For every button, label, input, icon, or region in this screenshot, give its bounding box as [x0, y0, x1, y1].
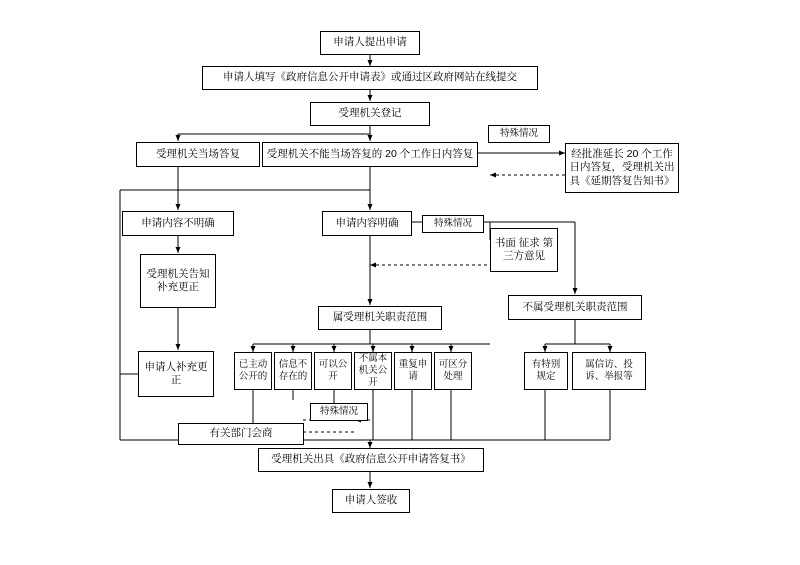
- node-label: 受理机关出具《政府信息公开申请答复书》: [271, 453, 471, 466]
- node-label: 已主动公开的: [238, 359, 268, 382]
- node-not-exist: [274, 352, 312, 390]
- node-label: 受理机关登记: [338, 107, 402, 120]
- node-special-case-1: [488, 125, 550, 143]
- node-fill-form: [202, 66, 538, 90]
- node-label: 不属受理机关职责范围: [522, 300, 628, 313]
- node-already-public: [234, 352, 272, 390]
- node-label: 有特别规定: [531, 359, 561, 382]
- node-apply-submit: [320, 31, 420, 55]
- node-label: 申请内容明确: [335, 216, 399, 229]
- node-label: 申请内容不明确: [141, 216, 215, 229]
- node-label: 有关部门会商: [209, 427, 273, 440]
- node-label: 经批准延长 20 个工作日内答复，受理机关出具《延期答复告知书》: [569, 148, 675, 187]
- node-duplicate-request: [394, 352, 432, 390]
- node-special-rules: [524, 352, 568, 390]
- node-label: 申请人提出申请: [333, 36, 407, 49]
- node-request-clear: [322, 211, 412, 236]
- node-applicant-supplement: [138, 351, 214, 397]
- node-label: 特殊情况: [433, 218, 472, 230]
- node-label: 受理机关告知补充更正: [146, 267, 210, 293]
- node-applicant-receipt: [332, 489, 410, 513]
- node-label: 属信访、投诉、举报等: [585, 359, 633, 382]
- node-request-unclear: [122, 211, 234, 236]
- node-separable-handling: [434, 352, 472, 390]
- node-onsite-reply: [136, 142, 260, 167]
- node-special-case-3: [310, 403, 368, 421]
- node-label: 申请人签收: [344, 494, 398, 507]
- node-not-this-agency: [354, 352, 392, 390]
- node-label: 特殊情况: [319, 406, 358, 418]
- node-issue-reply: [258, 448, 484, 472]
- node-label: 可区分处理: [438, 359, 468, 382]
- node-label: 受理机关不能当场答复的 20 个工作日内答复: [266, 147, 474, 160]
- node-20day-reply: [262, 142, 478, 167]
- node-label: 受理机关当场答复: [156, 147, 240, 160]
- node-label: 特殊情况: [499, 128, 538, 140]
- node-special-case-2: [422, 215, 484, 233]
- node-label: 不属本机关公开: [358, 353, 388, 388]
- node-label: 信息不存在的: [278, 359, 308, 382]
- node-label: 书面 征求 第三方意见: [494, 236, 554, 262]
- node-third-party-opinion: [490, 228, 558, 272]
- node-label: 属受理机关职责范围: [332, 311, 428, 324]
- node-outside-scope: [508, 295, 642, 320]
- node-can-publish: [314, 352, 352, 390]
- node-label: 申请人填写《政府信息公开申请表》或通过区政府网站在线提交: [223, 71, 517, 84]
- node-label: 重复申请: [398, 359, 428, 382]
- node-label: 申请人补充更正: [144, 360, 208, 386]
- node-register: [310, 102, 430, 126]
- node-within-scope: [318, 306, 442, 330]
- node-extension-notice: [565, 143, 679, 193]
- node-notify-supplement: [140, 254, 216, 308]
- node-label: 可以公开: [318, 359, 348, 382]
- node-petition-complaint: [572, 352, 646, 390]
- node-department-consultation: [178, 423, 304, 445]
